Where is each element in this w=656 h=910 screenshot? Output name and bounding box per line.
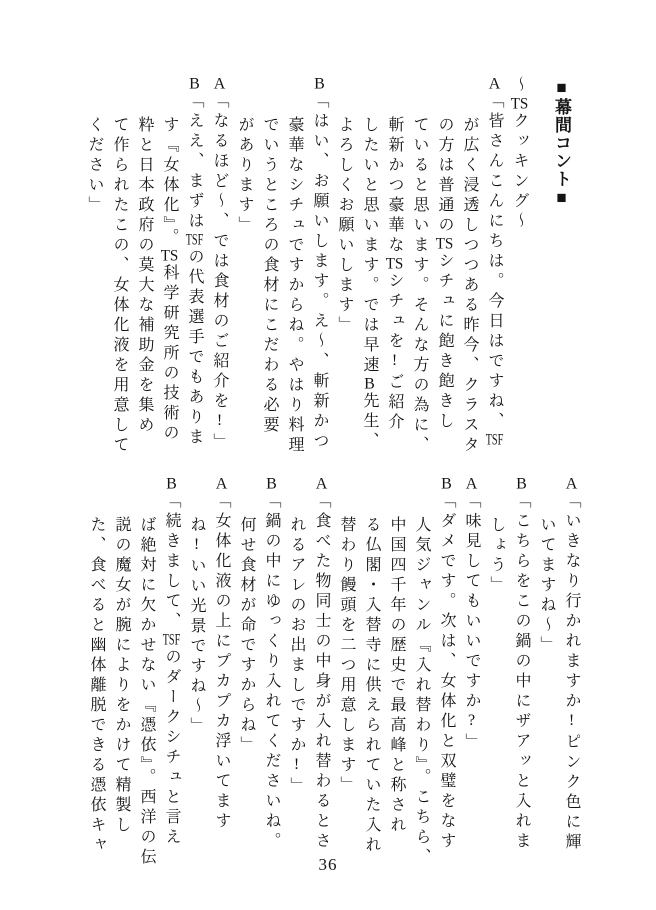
dialogue-line: 粋と日本政府の莫大な補助金を集め [136,116,153,436]
dialogue-line: の方は普通のTSシチュに飽き飽きし [435,116,454,432]
dialogue-line: 人気ジャンル『入れ替わり』。こちら、 [413,516,430,868]
top-text-band [82,76,574,474]
dialogue-line: が広く浸透しつつある昨今、クラスタ [461,116,478,456]
dialogue-line: た、食べると幽体離脱できる憑依キャ [88,516,105,856]
bottom-text-band [84,476,584,874]
dialogue-line: 豪華なシチュですからね。やはり料理 [286,116,303,456]
dialogue-line: 斬新かつ豪華なTSシチュを!ご紹介 [385,116,404,433]
dialogue-line-b: B「ええ、まずはTSFの代表選手でもありま [185,76,204,448]
dialogue-line-b: B「こちらをこの鍋の中にザアッと入れま [513,476,530,852]
dialogue-line-a: A「味見してもいいですか?」 [463,476,480,753]
dialogue-line: す『女体化』。TS科学研究所の技術の [160,116,179,444]
dialogue-line: ね!いい光景ですね〜」 [188,516,205,737]
dialogue-line-a: A「皆さんこんにちは。今日はですね、TSF [485,76,504,448]
section-subtitle: 〜TSクッキング〜 [510,76,529,232]
dialogue-line-a: A「食べた物同士の中身が入れ替わるとさ [313,476,330,852]
dialogue-line: よろしくお願いします」 [336,116,353,336]
dialogue-line: ば絶対に欠かせない『憑依』。西洋の伝 [138,516,155,868]
section-title: ■幕間コント■ [552,78,571,208]
dialogue-line-b: B「はい、お願いします。え〜、斬新かつ [311,76,328,452]
dialogue-line-b: B「鍋の中にゆっくり入れてくださいね。 [263,476,280,852]
dialogue-line: て作られたこの、女体化液を用意して [111,116,128,456]
dialogue-line: 説の魔女が腕によりをかけて精製し [113,516,130,836]
dialogue-line-b: B「続きまして、TSFのダークシチュと言え [162,476,181,848]
dialogue-line: したいと思います。では早速B先生、 [361,116,378,452]
dialogue-line-a: A「いきなり行かれますか!ピンク色に輝 [563,476,580,853]
dialogue-line: があります」 [236,116,253,236]
dialogue-line: ください」 [86,116,103,216]
dialogue-line: 中国四千年の歴史で最高峰と称され [388,516,405,836]
dialogue-line: れるアレのお出ましですか!」 [288,516,305,797]
dialogue-line-a: A「なるほど〜、では食材のご紹介を!」 [211,76,228,453]
page-number: 36 [318,855,338,874]
dialogue-line: 何せ食材が命ですからね」 [238,516,255,756]
dialogue-line: いてますね〜」 [538,516,555,656]
dialogue-line: しょう」 [488,516,505,596]
dialogue-line: ていると思います。そんな方の為に、 [411,116,428,456]
dialogue-line-a: A「女体化液の上にプカプカ浮いてます [213,476,230,832]
dialogue-line: でいうところの食材にこだわる必要 [261,116,278,436]
dialogue-line: 替わり饅頭を二つ用意します」 [338,516,355,796]
dialogue-line: る仏閣・入替寺に供えられていた入れ [363,516,380,856]
dialogue-line-b: B「ダメです。次は、女体化と双璧をなす [438,476,455,852]
